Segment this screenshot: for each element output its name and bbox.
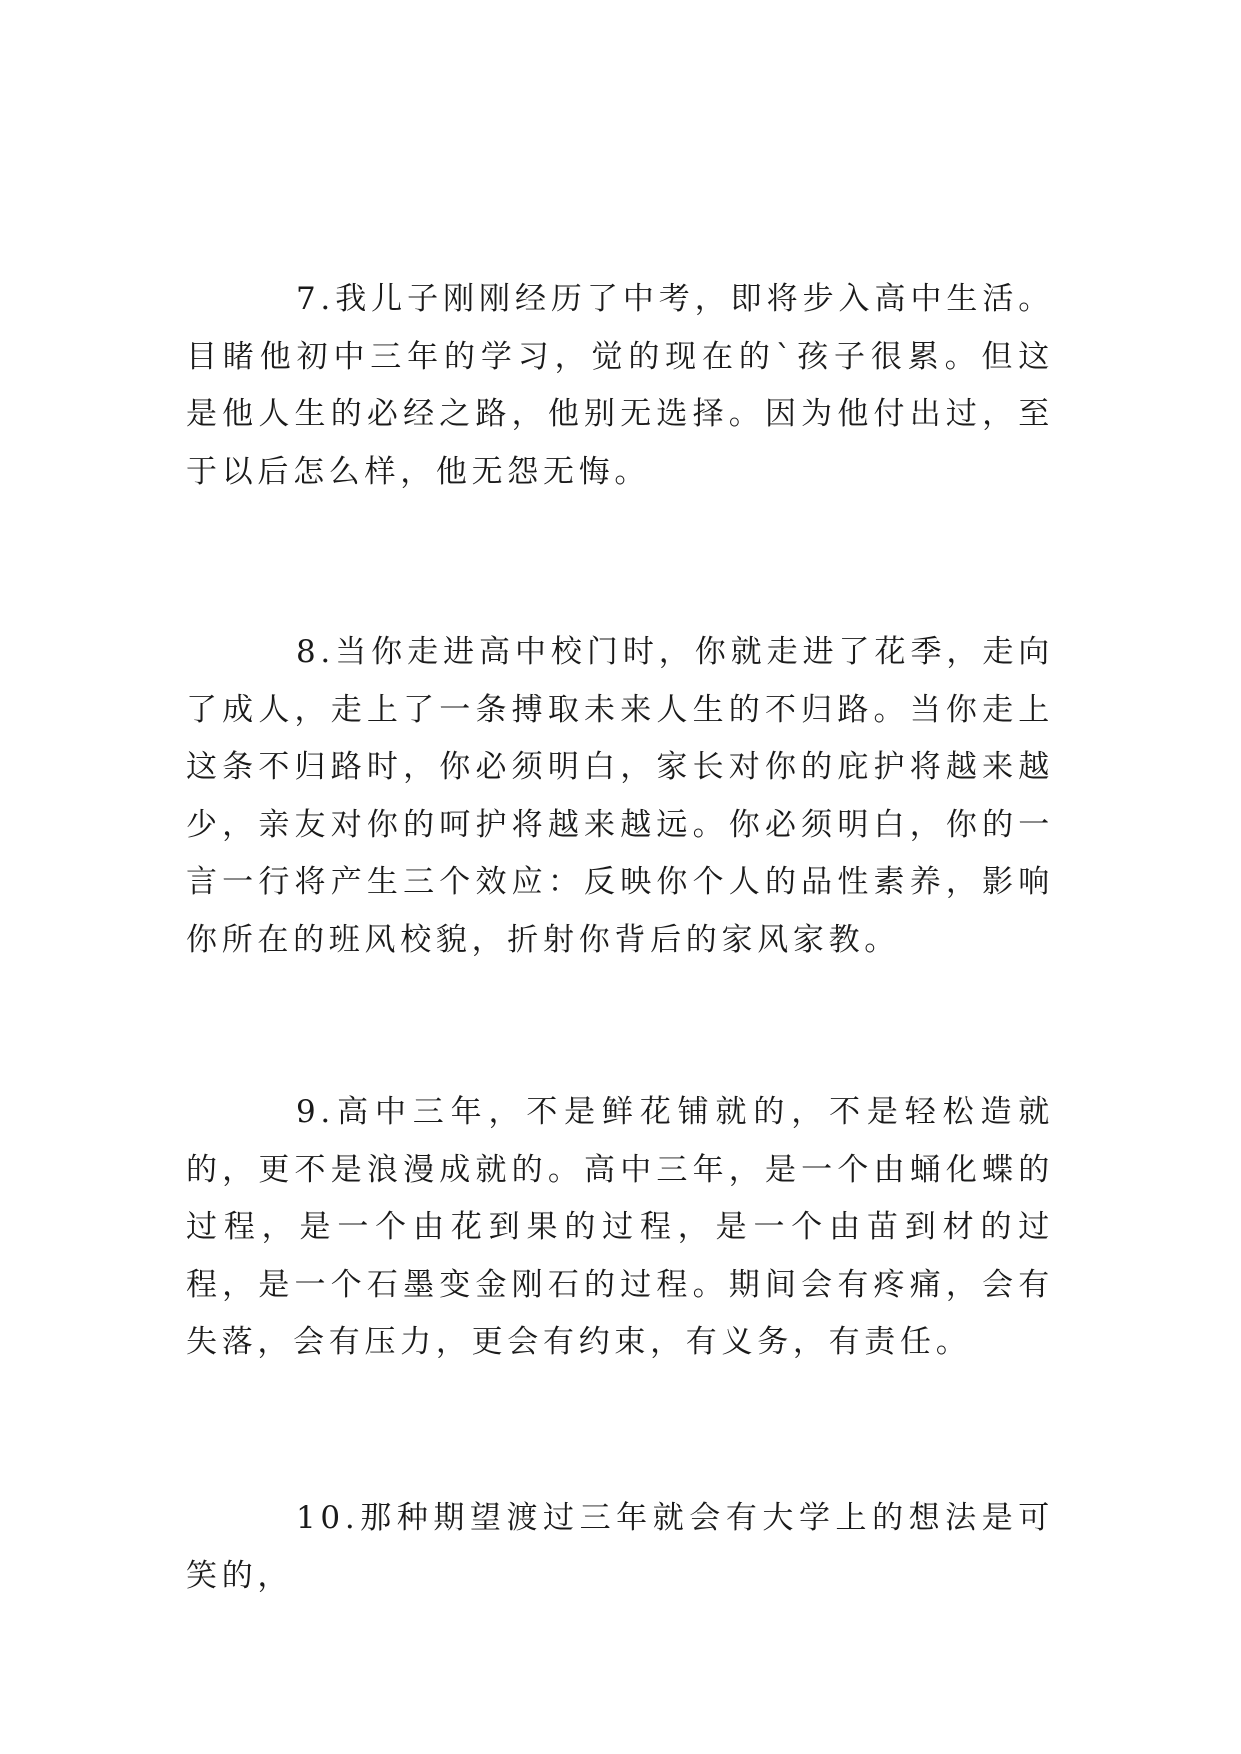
paragraph-9: 9.高中三年，不是鲜花铺就的，不是轻松造就的，更不是浪漫成就的。高中三年，是一个由蛹化蝶的过程，是一个由花到果的过程，是一个由苗到材的过程，是一个石墨变金刚石的过程。期间会有疼痛，会有失落，会有压力，更会有约束，有义务，有责任。 [186, 1094, 1054, 1360]
paragraph-7: 7.我儿子刚刚经历了中考，即将步入高中生活。目睹他初中三年的学习，觉的现在的`孩子很累。但这是他人生的必经之路，他别无选择。因为他付出过，至于以后怎么样，他无怨无悔。 [186, 281, 1054, 490]
paragraph-8: 8.当你走进高中校门时，你就走进了花季，走向了成人，走上了一条搏取未来人生的不归路。当你走上这条不归路时，你必须明白，家长对你的庇护将越来越少，亲友对你的呵护将越来越远。你必须明白，你的一言一行将产生三个效应：反映你个人的品性素养，影响你所在的班风校貌，折射你背后的家风家教。 [186, 634, 1054, 958]
paragraph-10: 10.那种期望渡过三年就会有大学上的想法是可笑的， [186, 1500, 1054, 1594]
